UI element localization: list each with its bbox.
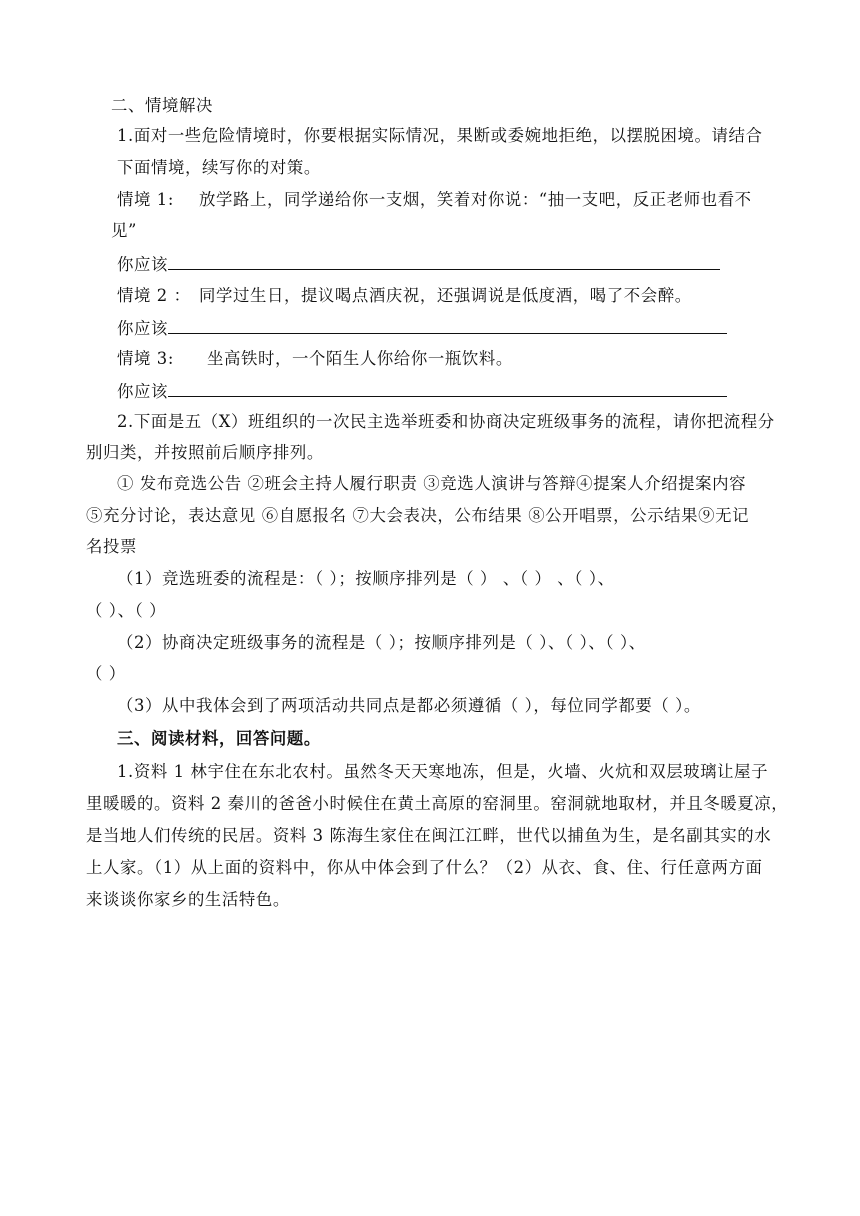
process-steps-line-3: 名投票 [86, 537, 137, 556]
situation-1-text: 放学路上，同学递给你一支烟，笑着对你说：“抽一支吧，反正老师也看不 [199, 190, 752, 209]
section-heading-situations: 二、情境解决 [111, 96, 213, 115]
reading-paragraph-line-5: 来谈谈你家乡的生活特色。 [86, 890, 290, 909]
answer-label: 你应该 [117, 382, 168, 401]
subquestion-1-line-1: （1）竞选班委的流程是：（ ）；按顺序排列是（ ） 、（ ） 、（ ）、 [117, 569, 615, 588]
subquestion-2-line-1: （2）协商决定班级事务的流程是（ ）；按顺序排列是（ ）、（ ）、（ ）、 [117, 633, 646, 652]
answer-blank-2[interactable] [168, 316, 727, 334]
reading-paragraph-line-3: 是当地人们传统的民居。资料 3 陈海生家住在闽江江畔，世代以捕鱼为生，是名副其实的水 [86, 826, 772, 845]
process-steps-line-1: ① 发布竞选公告 ②班会主持人履行职责 ③竞选人演讲与答辩④提案人介绍提案内容 [117, 474, 747, 493]
situation-1-continuation: 见” [111, 221, 137, 240]
answer-blank-1[interactable] [168, 252, 720, 270]
situation-3-label: 情境 3: [117, 349, 174, 368]
answer-row-2 [117, 316, 727, 340]
subquestion-1-line-2: （ ）、（ ） [86, 601, 167, 620]
question-2-line-1: 2.下面是五（X）班组织的一次民主选举班委和协商决定班级事务的流程，请你把流程分 [117, 412, 775, 431]
reading-paragraph-line-2: 里暖暖的。资料 2 秦川的爸爸小时候住在黄土高原的窑洞里。窑洞就地取材，并且冬暖夏凉， [86, 794, 789, 813]
question-1-line-1: 1.面对一些危险情境时，你要根据实际情况，果断或委婉地拒绝，以摆脱困境。请结合 [117, 126, 763, 145]
situation-3-text: 坐高铁时，一个陌生人你给你一瓶饮料。 [207, 349, 513, 368]
answer-label: 你应该 [117, 319, 168, 338]
situation-2-label: 情境 2 ： [117, 286, 191, 305]
subquestion-2-line-2: （ ） [86, 664, 126, 683]
answer-row-1 [117, 252, 720, 276]
process-steps-line-2: ⑤充分讨论，表达意见 ⑥自愿报名 ⑦大会表决，公布结果 ⑧公开唱票，公示结果⑨无记 [86, 506, 750, 525]
subquestion-3: （3）从中我体会到了两项活动共同点是都必须遵循（ ），每位同学都要（ ）。 [117, 696, 701, 715]
answer-blank-3[interactable] [168, 379, 727, 397]
situation-1-label: 情境 1: [117, 190, 174, 209]
question-1-line-2: 下面情境，续写你的对策。 [117, 158, 321, 177]
section-heading-reading: 三、阅读材料，回答问题。 [117, 729, 321, 748]
answer-row-3 [117, 379, 727, 403]
reading-paragraph-line-4: 上人家。（1）从上面的资料中，你从中体会到了什么？（2）从衣、食、住、行任意两方面 [86, 858, 763, 877]
answer-label: 你应该 [117, 255, 168, 274]
question-2-line-2: 别归类，并按照前后顺序排列。 [86, 443, 324, 462]
situation-2-text: 同学过生日，提议喝点酒庆祝，还强调说是低度酒，喝了不会醉。 [199, 286, 692, 305]
reading-paragraph-line-1: 1.资料 1 林宇住在东北农村。虽然冬天天寒地冻，但是，火墙、火炕和双层玻璃让屋子 [117, 762, 769, 781]
